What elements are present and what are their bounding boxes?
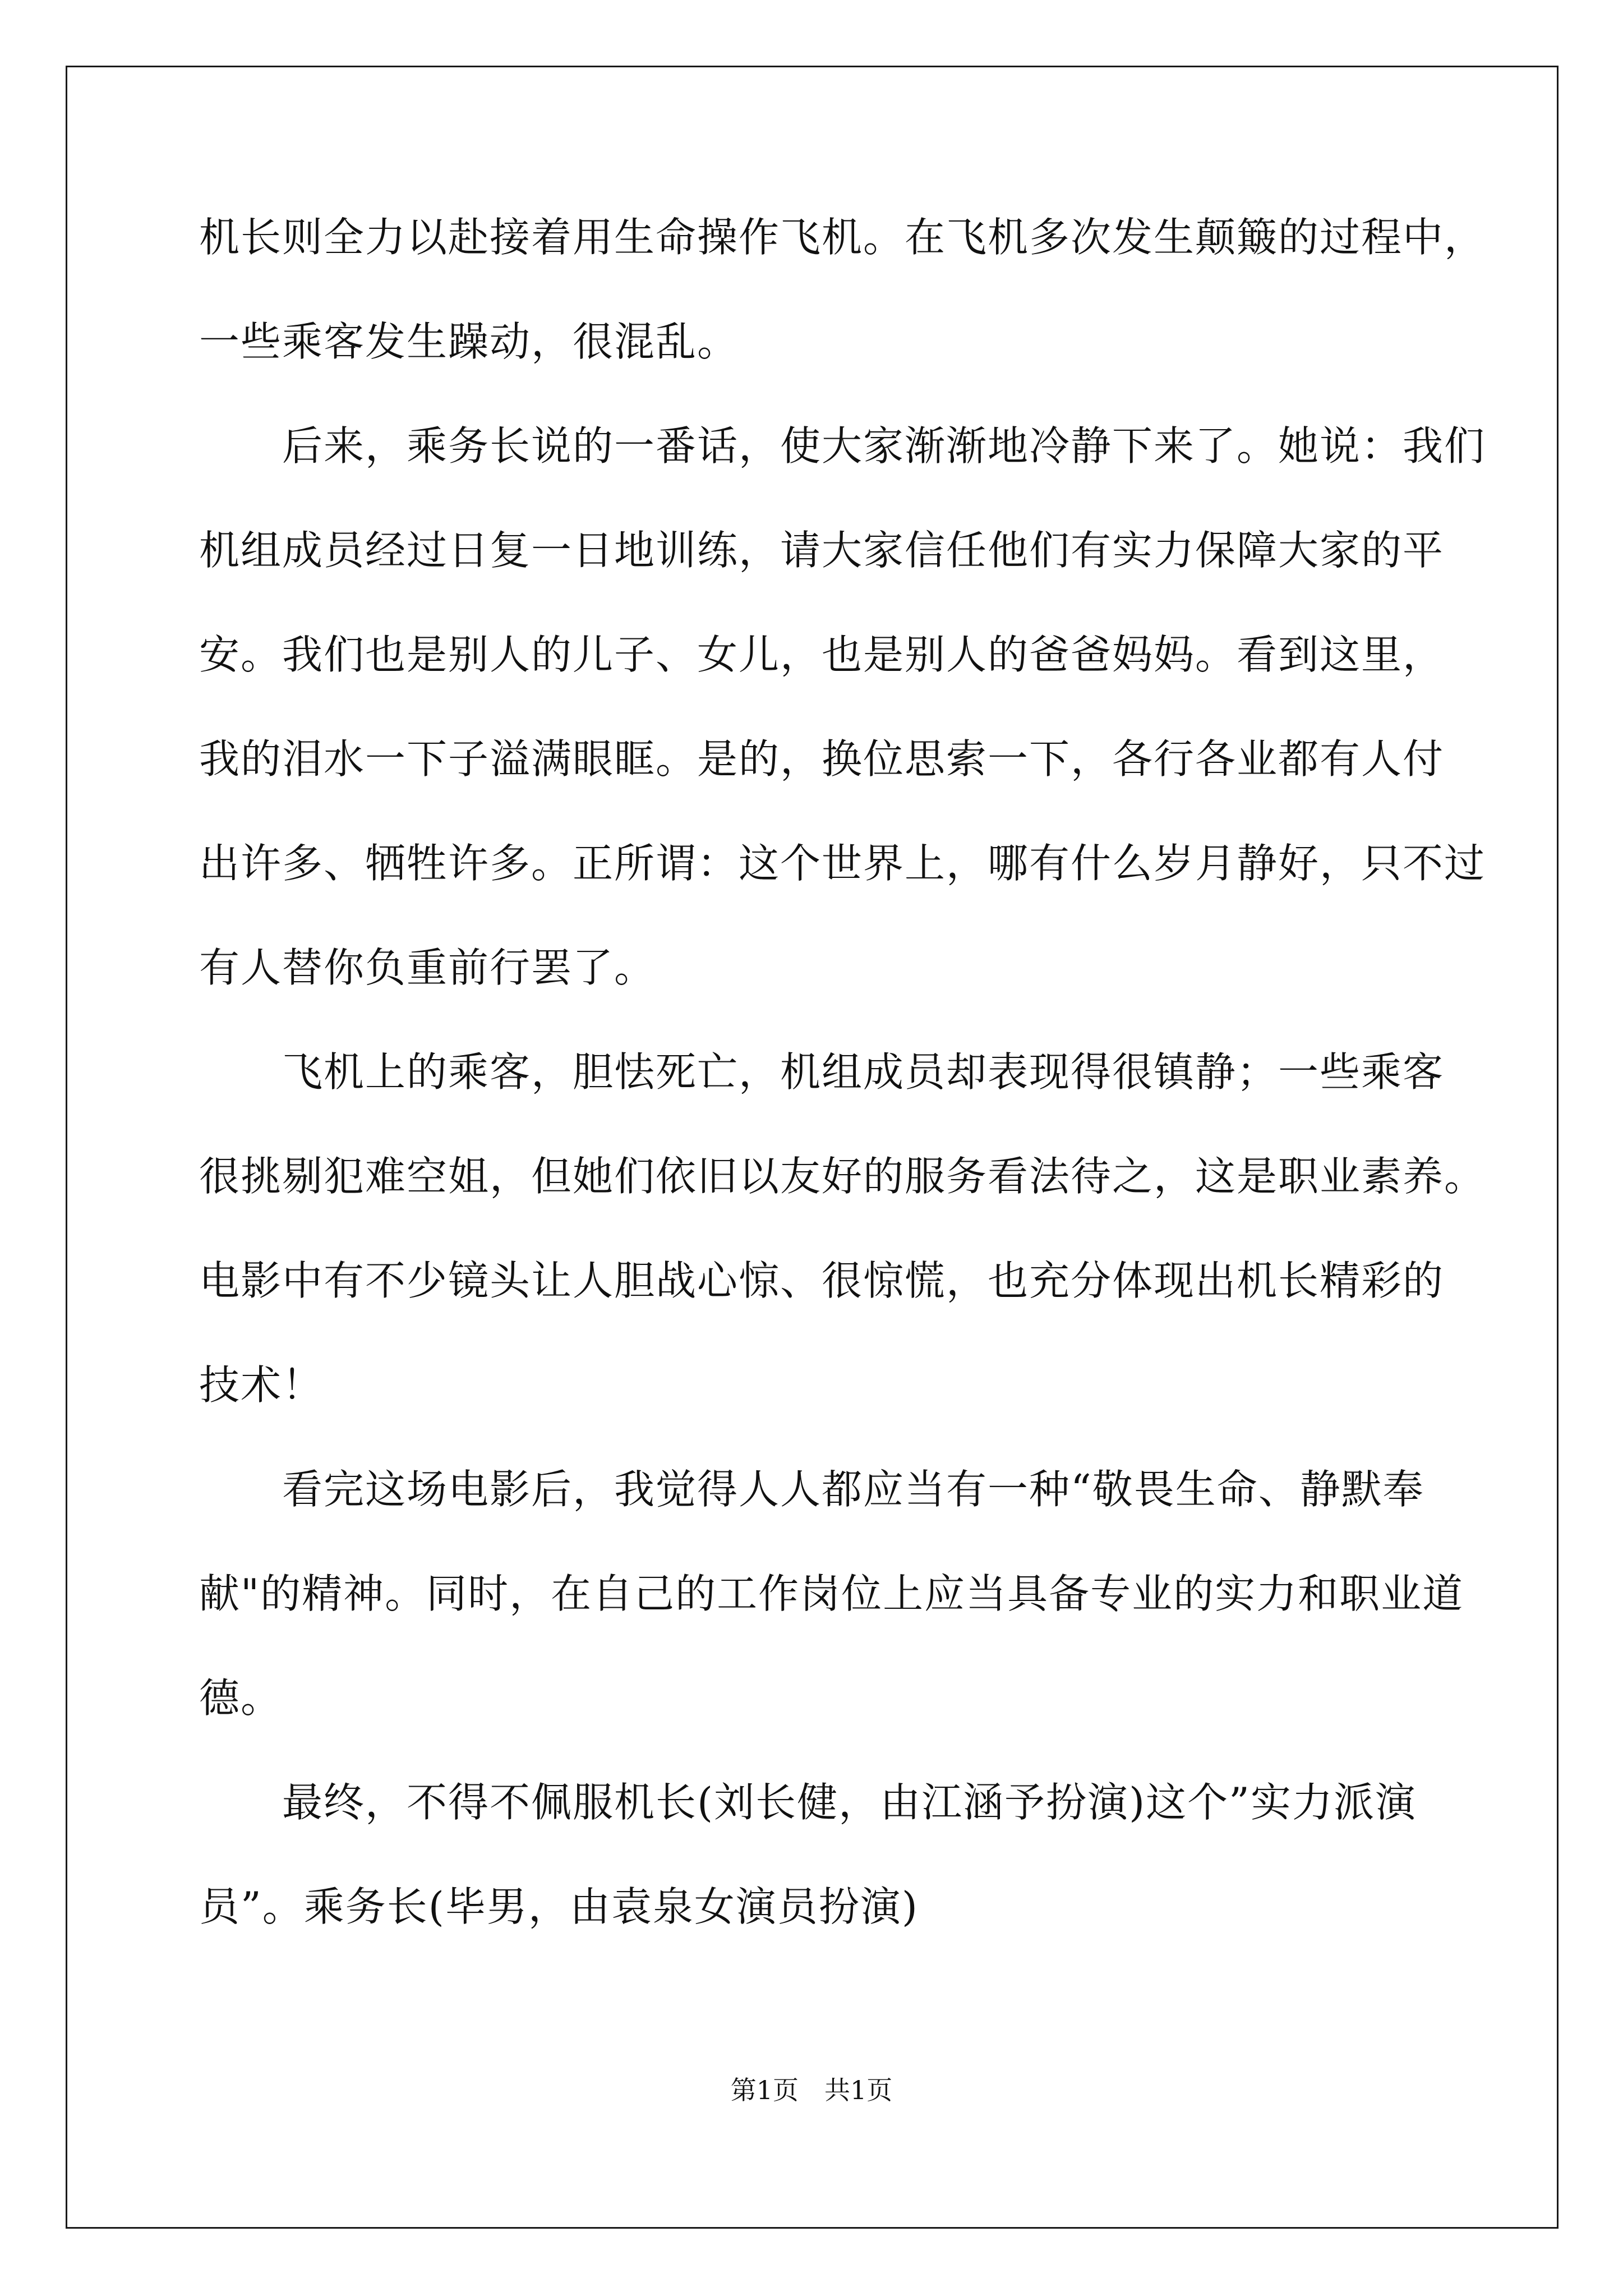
page-footer: [0, 2070, 1623, 2107]
paragraph-start-line: 看完这场电影后，我觉得人人都应当有一种“敬畏生命、静默奉: [282, 1466, 1424, 1513]
text-line: 机长则全力以赴接着用生命操作飞机。在飞机多次发生颠簸的过程中，: [199, 214, 1486, 261]
text-line: 德。: [199, 1674, 283, 1722]
text-line: 员”。乘务长(毕男，由袁泉女演员扮演): [199, 1883, 919, 1930]
text-line: 安。我们也是别人的儿子、女儿，也是别人的爸爸妈妈。看到这里，: [199, 631, 1445, 678]
text-line: 技术！: [199, 1361, 324, 1409]
text-line: 很挑剔犯难空姐，但她们依旧以友好的服务看法待之，这是职业素养。: [199, 1153, 1486, 1200]
text-line: 献"的精神。同时，在自己的工作岗位上应当具备专业的实力和职业道: [199, 1570, 1464, 1617]
paragraph-start-line: 最终，不得不佩服机长(刘长健，由江涵予扮演)这个”实力派演: [282, 1779, 1417, 1826]
page-number-current: 第1页: [730, 2075, 799, 2105]
text-line: 一些乘客发生躁动，很混乱。: [199, 318, 739, 365]
text-line: 出许多、牺牲许多。正所谓：这个世界上，哪有什么岁月静好，只不过: [199, 840, 1486, 887]
page-number-total: 共1页: [824, 2075, 893, 2105]
text-line: 有人替你负重前行罢了。: [199, 944, 656, 991]
text-line: 电影中有不少镜头让人胆战心惊、很惊慌，也充分体现出机长精彩的: [199, 1257, 1445, 1304]
paragraph-start-line: 飞机上的乘客，胆怯死亡，机组成员却表现得很镇静；一些乘客: [282, 1048, 1445, 1096]
document-body: [199, 185, 1486, 1959]
text-line: 我的泪水一下子溢满眼眶。是的，换位思索一下，各行各业都有人付: [199, 735, 1445, 783]
text-line: 机组成员经过日复一日地训练，请大家信任他们有实力保障大家的平: [199, 527, 1445, 574]
paragraph-start-line: 后来，乘务长说的一番话，使大家渐渐地冷静下来了。她说：我们: [282, 422, 1486, 470]
